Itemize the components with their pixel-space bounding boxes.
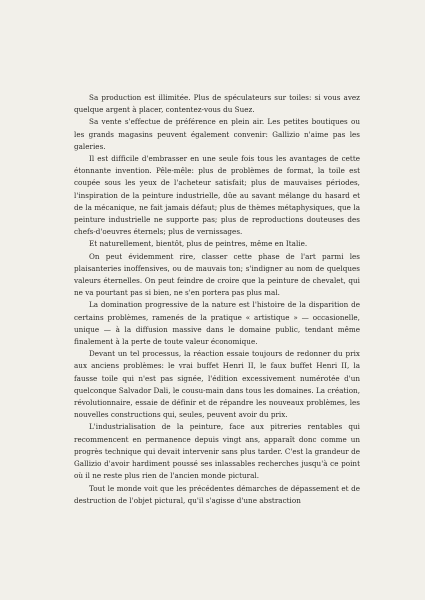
paragraph-2: Sa vente s'effectue de préférence en plein air. Les petites boutiques ou les grands magasins peuvent également convenir: Gallizio n'aime pas les galeries.: [74, 117, 360, 151]
paragraph-5: On peut évidemment rire, classer cette phase de l'art parmi les plaisanteries inoffensives, ou de mauvais ton; s'indigner au nom de quelques valeurs éternelles. On peut feindre de croire que la peinture de chevalet, qui ne va pourtant pas si bien, ne s'en portera pas plus mal.: [74, 251, 360, 298]
body-text: [74, 92, 360, 507]
paragraph-7: Devant un tel processus, la réaction essaie toujours de redonner du prix aux anciens problèmes: le vrai buffet Henri II, le faux buffet Henri II, la fausse toile qui n'est pas signée, l'édition excessivement numérotée d'un quelconque Salvador Dali, le cousu-main dans tous les domaines. La création, révolutionnaire, essaie de définir et de répandre les nouveaux problèmes, les nouvelles constructions qui, seules, peuvent avoir du prix.: [74, 349, 360, 420]
paragraph-8: L'industrialisation de la peinture, face aux pitreries rentables qui recommencent en permanence depuis vingt ans, apparaît donc comme un progrès technique qui devait intervenir sans plus tarder. C'est la grandeur de Gallizio d'avoir hardiment poussé ses inlassables recherches jusqu'à ce point où il ne reste plus rien de l'ancien monde pictural.: [74, 422, 360, 481]
paragraph-6: La domination progressive de la nature est l'histoire de la disparition de certains problèmes, ramenés de la pratique « artistique » — occasionelle, unique — à la diffusion massive dans le domaine public, tendant même finalement à la perte de toute valeur économique.: [74, 300, 360, 347]
paragraph-9: Tout le monde voit que les précédentes démarches de dépassement et de destruction de l'objet pictural, qu'il s'agisse d'une abstraction: [74, 483, 360, 505]
paragraph-3: Il est difficile d'embrasser en une seule fois tous les avantages de cette étonnante invention. Pêle-mêle: plus de problèmes de format, la toile est coupée sous les yeux de l'acheteur satisfait; plus de mauvaises périodes, l'inspiration de la peinture industrielle, dûe au savant mélange du hasard et de la mécanique, ne fait jamais défaut; plus de thèmes métaphysiques, que la peinture industrielle ne supporte pas; plus de reproductions douteuses des chefs-d'oeuvres éternels; plus de vernissages.: [74, 154, 360, 237]
paragraph-4: Et naturellement, bientôt, plus de peintres, même en Italie.: [89, 239, 308, 249]
paragraph-1: Sa production est illimitée. Plus de spéculateurs sur toiles: si vous avez quelque argent à placer, contentez-vous du Suez.: [74, 93, 360, 115]
